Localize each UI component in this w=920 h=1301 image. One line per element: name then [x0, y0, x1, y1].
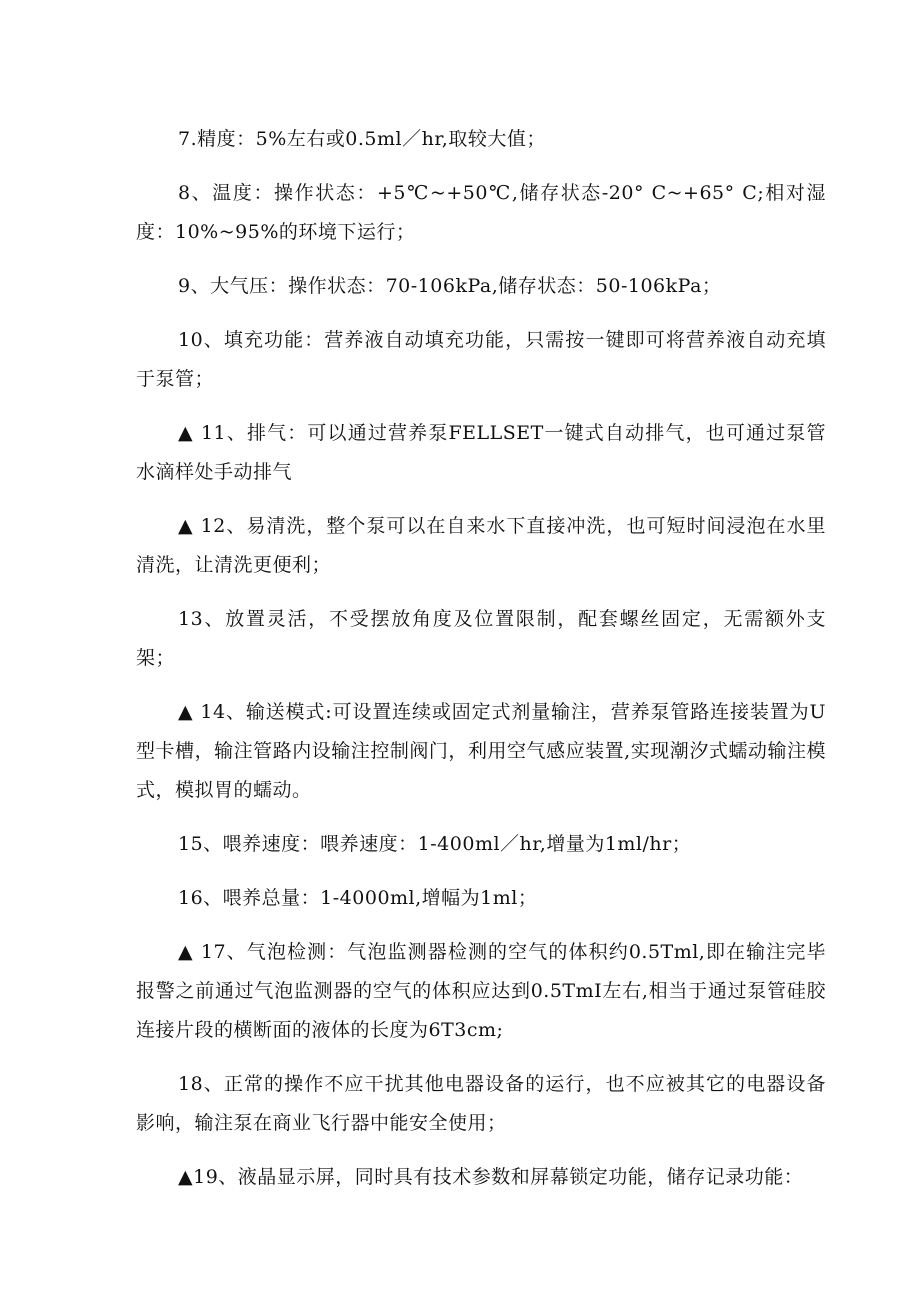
spec-item-14: ▲ 14、输送模式:可设置连续或固定式剂量输注，营养泵管路连接装置为U型卡槽，输注管路内设输注控制阀门，利用空气感应装置,实现潮汐式蠕动输注模式，模拟胃的蠕动。 — [136, 701, 826, 801]
spec-item-19: ▲19、液晶显示屏，同时具有技术参数和屏幕锁定功能，储存记录功能： — [178, 1166, 804, 1188]
spec-item-7: 7.精度：5%左右或0.5ml／hr,取较大值； — [178, 128, 546, 150]
spec-item-16: 16、喂养总量：1-4000ml,增幅为1ml； — [178, 887, 538, 909]
spec-item-17: ▲ 17、气泡检测：气泡监测器检测的空气的体积约0.5Tml,即在输注完毕报警之前通过气泡监测器的空气的体积应达到0.5TmI左右,相当于通过泵管硅胶连接片段的横断面的液体的长度为6T3cm; — [136, 941, 826, 1041]
spec-item-8: 8、温度：操作状态：+5℃~+50℃,储存状态-20° C~+65° C;相对湿度：10%~95%的环境下运行； — [136, 182, 826, 243]
spec-item-12: ▲ 12、易清洗，整个泵可以在自来水下直接冲洗，也可短时间浸泡在水里清洗，让清洗更便利； — [136, 515, 826, 576]
spec-item-9: 9、大气压：操作状态：70-106kPa,储存状态：50-106kPa； — [178, 275, 722, 297]
spec-item-10: 10、填充功能：营养液自动填充功能，只需按一键即可将营养液自动充填于泵管； — [136, 329, 826, 390]
spec-item-18: 18、正常的操作不应干扰其他电器设备的运行，也不应被其它的电器设备影响，输注泵在商业飞行器中能安全使用； — [136, 1073, 826, 1134]
spec-item-13: 13、放置灵活，不受摆放角度及位置限制，配套螺丝固定，无需额外支架； — [136, 608, 826, 669]
spec-item-15: 15、喂养速度：喂养速度：1-400ml／hr,增量为1ml/hr； — [178, 833, 692, 855]
spec-list — [136, 120, 826, 1212]
spec-item-11: ▲ 11、排气：可以通过营养泵FELLSET一键式自动排气，也可通过泵管水滴样处手动排气 — [136, 422, 826, 483]
